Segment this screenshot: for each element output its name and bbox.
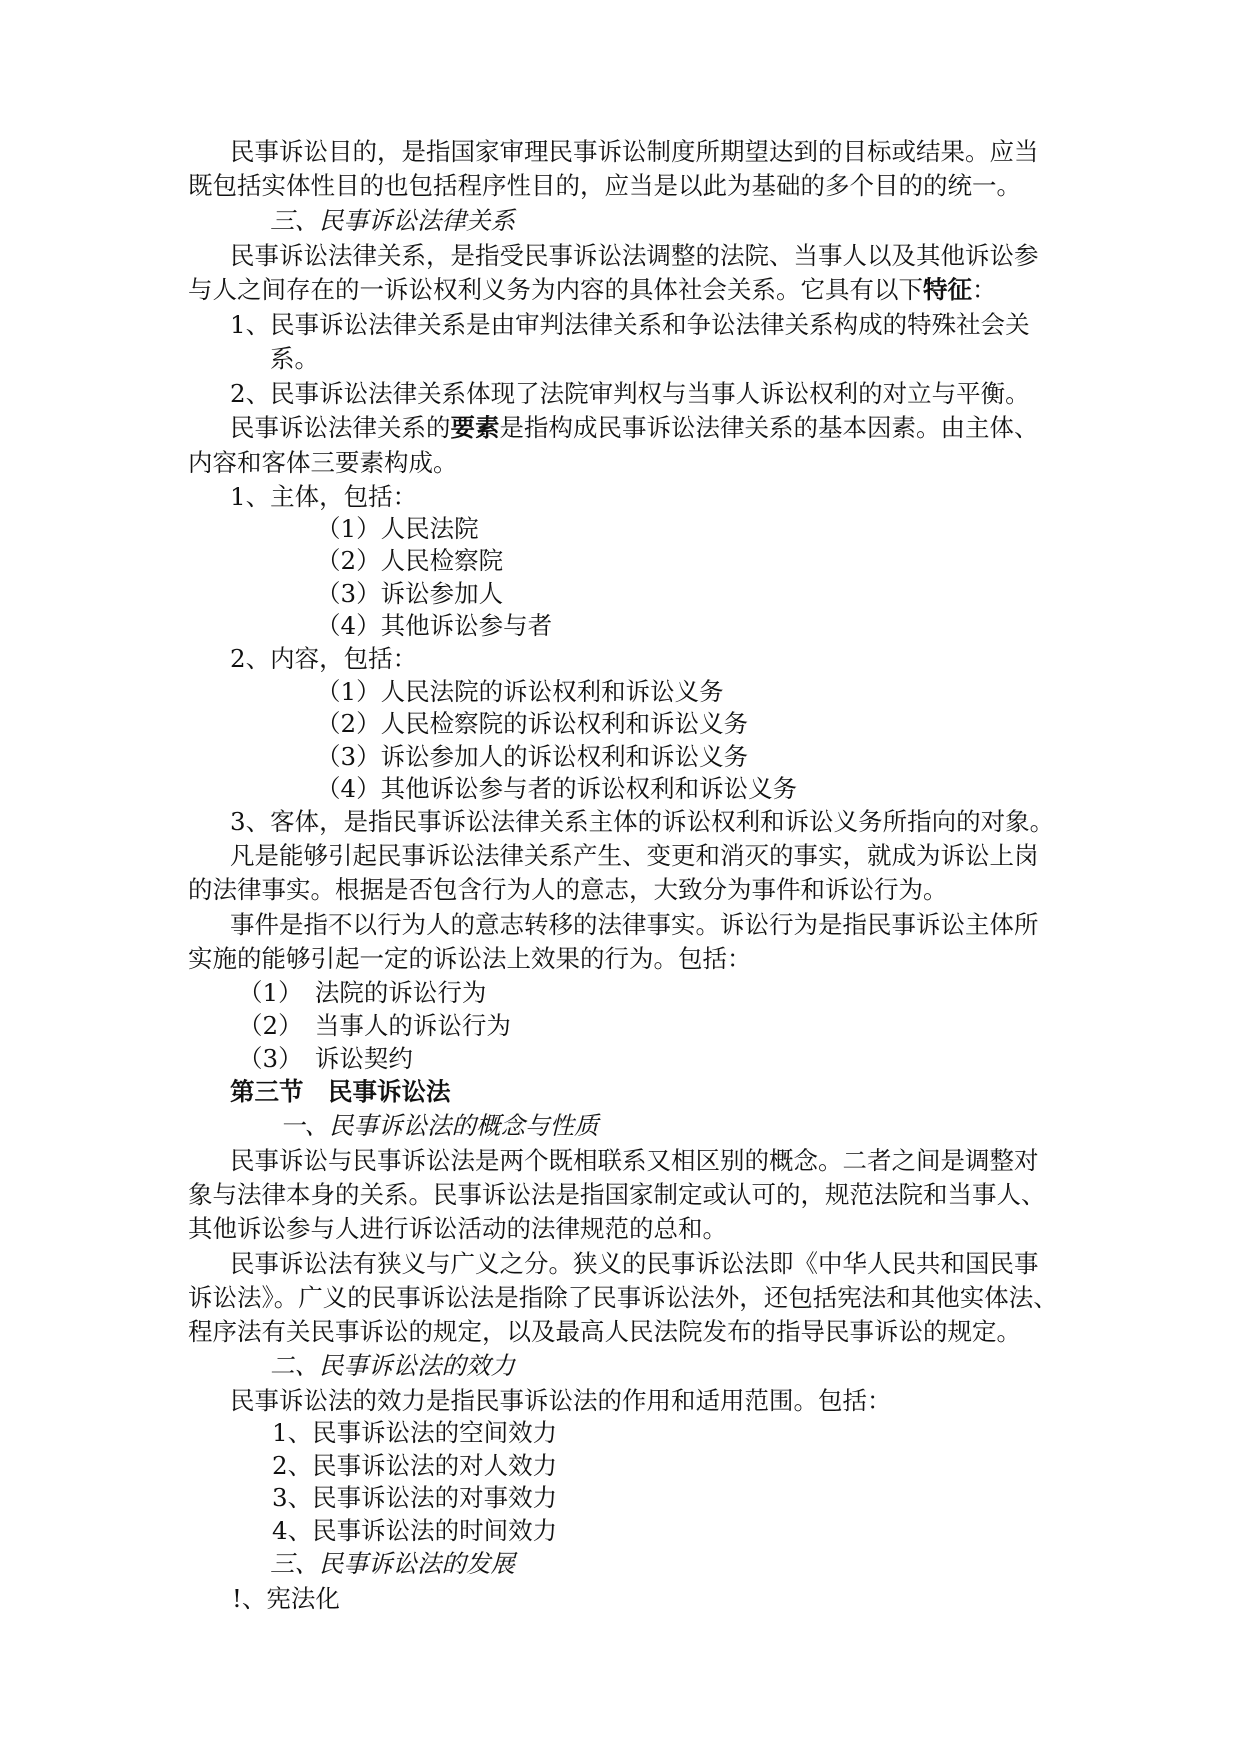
bold-term: 要素 — [450, 413, 500, 442]
list-item: 1、主体，包括： — [230, 482, 418, 511]
list-item: 2、民事诉讼法律关系体现了法院审判权与当事人诉讼权利的对立与平衡。 — [230, 379, 1030, 408]
paragraph-line: 凡是能够引起民事诉讼法律关系产生、变更和消灭的事实，就成为诉讼上岗 — [230, 841, 1039, 870]
sub-list-item: （3）诉讼参加人的诉讼权利和诉讼义务 — [316, 742, 749, 771]
list-item: 4、民事诉讼法的时间效力 — [272, 1516, 558, 1545]
paragraph-line: 程序法有关民事诉讼的规定，以及最高人民法院发布的指导民事诉讼的规定。 — [188, 1317, 1021, 1346]
paragraph-line: 其他诉讼参与人进行诉讼活动的法律规范的总和。 — [188, 1214, 727, 1243]
list-item: （3） 诉讼契约 — [238, 1044, 413, 1073]
list-item: （2） 当事人的诉讼行为 — [238, 1011, 511, 1040]
paragraph-line: 民事诉讼法有狭义与广义之分。狭义的民事诉讼法即《中华人民共和国民事 — [230, 1249, 1039, 1278]
paragraph-line — [230, 412, 1039, 444]
list-item: 2、内容，包括： — [230, 644, 418, 673]
paragraph-line: 民事诉讼法的效力是指民事诉讼法的作用和适用范围。包括： — [230, 1386, 892, 1415]
paragraph-line: 民事诉讼法律关系，是指受民事诉讼法调整的法院、当事人以及其他诉讼参 — [230, 241, 1039, 270]
paragraph-line: 内容和客体三要素构成。 — [188, 448, 458, 477]
paragraph-line: 民事诉讼与民事诉讼法是两个既相联系又相区别的概念。二者之间是调整对 — [230, 1146, 1039, 1175]
sub-list-item: （2）人民检察院 — [316, 546, 504, 575]
sub-list-item: （1）人民法院 — [316, 514, 479, 543]
section-heading: 三、民事诉讼法律关系 — [270, 206, 515, 235]
list-item-continuation: 系。 — [270, 344, 319, 373]
list-item: 3、民事诉讼法的对事效力 — [272, 1483, 558, 1512]
paragraph-line: 的法律事实。根据是否包含行为人的意志，大致分为事件和诉讼行为。 — [188, 875, 948, 904]
section-heading: 三、民事诉讼法的发展 — [270, 1549, 515, 1578]
paragraph-line — [188, 274, 997, 306]
section-heading: 二、民事诉讼法的效力 — [270, 1351, 515, 1380]
text-span: 是指构成民事诉讼法律关系的基本因素。由主体、 — [499, 413, 1039, 442]
paragraph-line: 实施的能够引起一定的诉讼法上效果的行为。包括： — [188, 944, 752, 973]
text-span: ： — [972, 275, 997, 304]
text-span: 与人之间存在的一诉讼权利义务为内容的具体社会关系。它具有以下 — [188, 275, 923, 304]
paragraph-line: 象与法律本身的关系。民事诉讼法是指国家制定或认可的，规范法院和当事人、 — [188, 1180, 1046, 1209]
paragraph-line: 民事诉讼目的，是指国家审理民事诉讼制度所期望达到的目标或结果。应当 — [230, 137, 1039, 166]
chapter-section-heading: 第三节 民事诉讼法 — [230, 1077, 451, 1106]
list-item: 1、民事诉讼法律关系是由审判法律关系和争讼法律关系构成的特殊社会关 — [230, 310, 1030, 339]
section-heading: 一、民事诉讼法的概念与性质 — [280, 1111, 599, 1140]
paragraph-line: 事件是指不以行为人的意志转移的法律事实。诉讼行为是指民事诉讼主体所 — [230, 910, 1039, 939]
text-span: 民事诉讼法律关系的 — [230, 413, 451, 442]
sub-list-item: （2）人民检察院的诉讼权利和诉讼义务 — [316, 709, 749, 738]
list-item: 2、民事诉讼法的对人效力 — [272, 1451, 558, 1480]
paragraph-line: 既包括实体性目的也包括程序性目的，应当是以此为基础的多个目的的统一。 — [188, 171, 1021, 200]
list-item: 1、民事诉讼法的空间效力 — [272, 1418, 558, 1447]
sub-list-item: （4）其他诉讼参与者 — [316, 611, 553, 640]
sub-list-item: （3）诉讼参加人 — [316, 579, 504, 608]
paragraph-line: 诉讼法》。广义的民事诉讼法是指除了民事诉讼法外，还包括宪法和其他实体法、 — [188, 1283, 1058, 1312]
list-item: （1） 法院的诉讼行为 — [238, 978, 487, 1007]
list-item: !、宪法化 — [232, 1584, 340, 1613]
sub-list-item: （4）其他诉讼参与者的诉讼权利和诉讼义务 — [316, 774, 798, 803]
bold-term: 特征 — [923, 275, 972, 304]
list-item: 3、客体，是指民事诉讼法律关系主体的诉讼权利和诉讼义务所指向的对象。 — [230, 807, 1055, 836]
sub-list-item: （1）人民法院的诉讼权利和诉讼义务 — [316, 677, 724, 706]
